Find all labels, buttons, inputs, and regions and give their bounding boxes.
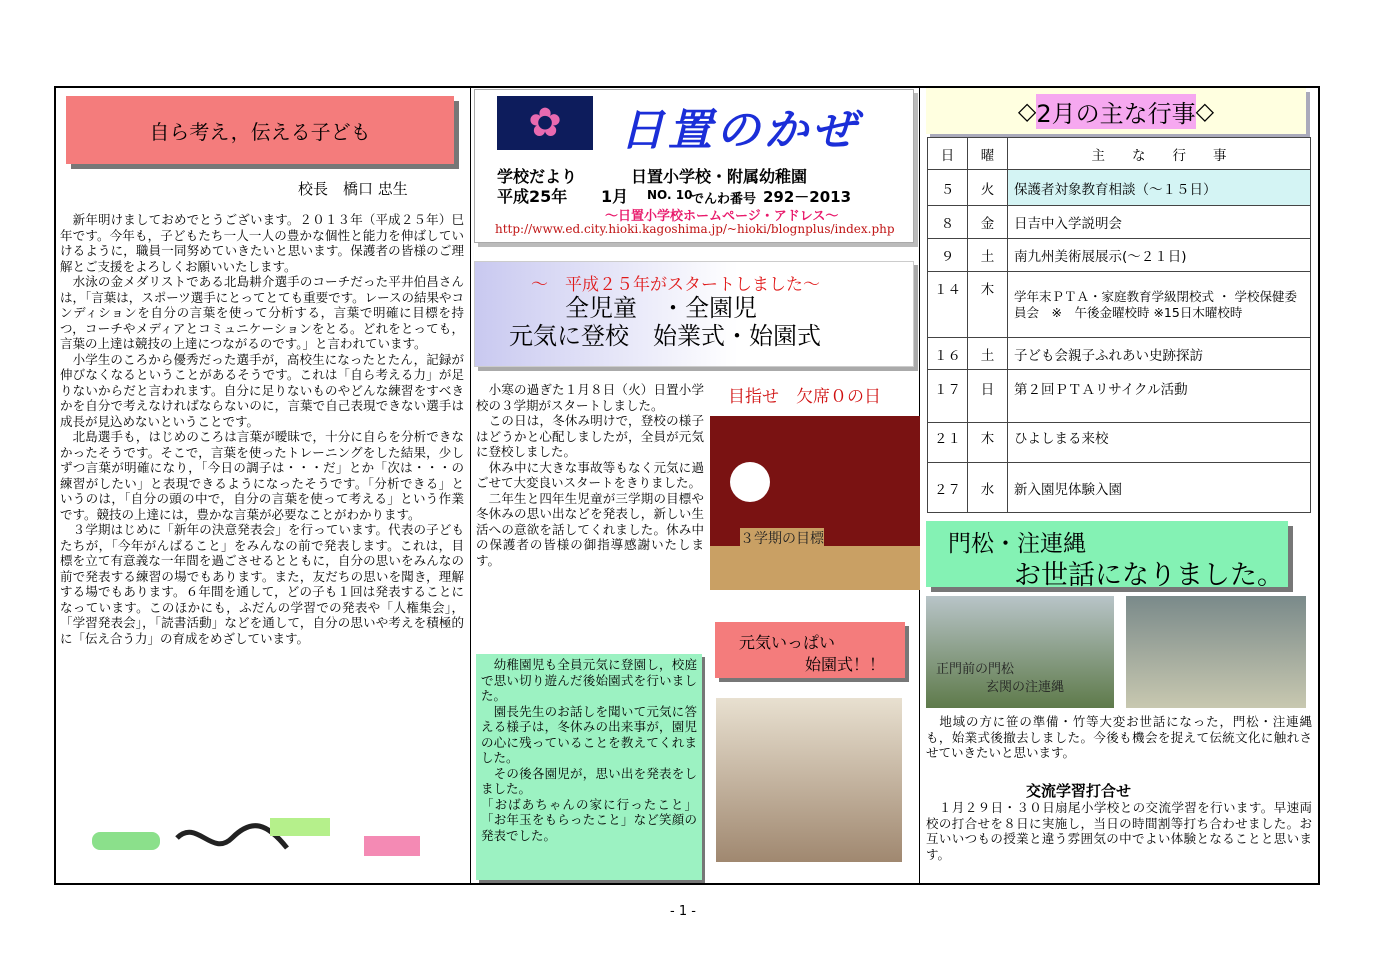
exchange-title: 交流学習打合せ <box>1026 782 1132 800</box>
event-weekday: 日 <box>968 370 1008 423</box>
paragraph: ３学期はじめに「新年の決意発表会」を行っています。代表の子どもたちが，「今年がんばること」をみんなの前で発表します。これは，目標を立て有意義な一年間を過ごさせるとともに，自分の思いをみんなの前で発表する練習の場でもあります。また，友だちの思いを聞き，理解する場でもあります。６年間を通して，どの子も１回は発表することになっています。このほかにも，ふだんの学習での発表や「人権集会」，「学習発表会」，「読書活動」などを通して，自分の思いや考えを積極的に「伝え合う力」の育成をめざしています。 <box>60 522 464 646</box>
issue-number: NO. 10 <box>647 188 693 202</box>
paragraph: 園長先生のお話しを聞いて元気に答える様子は，冬休みの出来事が，園児の心に残っていることを教えてくれました。 <box>481 703 697 765</box>
banner-text: 始園式！！ <box>805 655 886 674</box>
event-day: ９ <box>928 239 968 272</box>
event-day: １４ <box>928 272 968 338</box>
diamond-icon: ◇ <box>1017 97 1037 125</box>
events-title: 2月の主な行事 <box>1036 94 1195 129</box>
event-day: １７ <box>928 370 968 423</box>
paragraph: 北島選手も，はじめのころは言葉が曖昧で，十分に自らを分析できなかったそうです。そこで，言葉を使ったトレーニングをした結果，少しずつ言葉が明確になり，「今日の調子は・・・だ」とか「次は・・・の練習がしたい」と表現できるようになったそうです。「分析できる」というのは，「自分の頭の中で，自分の言葉を使って考える」という作業です。競技の上達には，豊かな言葉が必要なことがわかります。 <box>60 429 464 522</box>
principal-message <box>60 212 464 646</box>
paragraph: 小寒の過ぎた１月８日（火）日置小学校の３学期がスタートしました。 <box>476 382 704 413</box>
decoration-clipart <box>270 818 330 836</box>
table-row <box>928 239 1311 272</box>
event-day: ２１ <box>928 423 968 463</box>
homepage-url[interactable]: http://www.ed.city.hioki.kagoshima.jp/~hioki/blognplus/index.php <box>495 222 895 236</box>
table-row <box>928 206 1311 239</box>
masthead <box>474 89 914 243</box>
newsletter-type: 学校だより <box>497 167 578 186</box>
semester-article <box>476 382 704 568</box>
table-row <box>928 370 1311 423</box>
event-day: １６ <box>928 338 968 370</box>
decoration-clipart <box>364 836 420 856</box>
paragraph: 休み中に大きな事故等もなく元気に過ごせて大変良いスタートをきりました。 <box>476 459 704 490</box>
event-weekday: 土 <box>968 239 1008 272</box>
phone-label: でんわ番号 <box>691 192 757 207</box>
shimenawa-photo <box>1126 596 1306 708</box>
photo-caption: ３学期の目標 <box>740 528 824 548</box>
homepage-label: ～日置小学校ホームページ・アドレス～ <box>605 209 839 224</box>
newsletter-title: 日置のかぜ <box>620 105 860 156</box>
phone-number: 292－2013 <box>763 188 852 206</box>
event-name: 新入園児体験入園 <box>1008 463 1311 513</box>
ceremony-photo <box>710 416 920 590</box>
event-name: 第２回ＰＴＡリサイクル活動 <box>1008 370 1311 423</box>
photo-caption: 玄関の注連縄 <box>986 680 1065 695</box>
principal-name: 校長 橋口 忠生 <box>298 180 408 198</box>
table-row <box>928 463 1311 513</box>
table-row <box>928 170 1311 206</box>
column-header: 日 <box>928 138 968 170</box>
page-number: - 1 - <box>670 904 696 919</box>
kadomatsu-text: 地域の方に笹の準備・竹等大変お世話になった，門松・注連縄も，始業式後撤去しました。今後も機会を捉えて伝統文化に触れさせていきたいと思います。 <box>926 714 1312 760</box>
event-day: ２７ <box>928 463 968 513</box>
emblem-glyph: ✿ <box>528 100 562 146</box>
kindergarten-banner <box>715 622 905 678</box>
kadomatsu-photo <box>926 596 1114 708</box>
issue-year: 平成25年 <box>497 187 568 206</box>
banner-text: 門松・注連縄 <box>948 531 1086 557</box>
issue-month: 1月 <box>601 187 629 206</box>
event-name: 日吉中入学説明会 <box>1008 206 1311 239</box>
event-weekday: 木 <box>968 423 1008 463</box>
emblem-icon <box>730 462 770 502</box>
event-name: 南九州美術展展示(～２１日) <box>1008 239 1311 272</box>
table-header-row <box>928 138 1311 170</box>
events-heading <box>926 88 1306 134</box>
photo-caption: 正門前の門松 <box>936 662 1015 677</box>
table-row <box>928 272 1311 338</box>
paragraph: 「おばあちゃんの家に行ったこと」「お年玉をもらったこと」など笑顔の発表でした。 <box>481 796 697 843</box>
decoration-clipart <box>92 832 160 850</box>
events-table <box>927 137 1311 513</box>
paragraph: 新年明けましておめでとうございます。２０１３年（平成２５年）巳年です。今年も，子どもたち一人一人の豊かな個性と能力を伸ばしていけるように，職員一同努めていきたいと思います。保護者の皆様のご理解とご支援をよろしくお願いいたします。 <box>60 212 464 274</box>
banner-text: お世話になりました。 <box>1014 560 1284 591</box>
table-row <box>928 338 1311 370</box>
start-banner <box>474 261 914 367</box>
paragraph: この日は，冬休み明けで，登校の様子はどうかと心配しましたが，全員が元気に登校しました。 <box>476 413 704 459</box>
event-name: 子ども会親子ふれあい史跡探訪 <box>1008 338 1311 370</box>
column-header: 曜 <box>968 138 1008 170</box>
event-day: ５ <box>928 170 968 206</box>
paragraph: 水泳の金メダリストである北島耕介選手のコーチだった平井伯昌さんは，「言葉は，スポーツ選手にとってとても重要です。レースの結果やコンディションを自分の言葉を使って分析する，言葉で明確に目標を持つ，コーチやメディアとコミュニケーションをとる。どれをとっても，言葉の上達は競技の上達につながるのです。」と言われています。 <box>60 274 464 351</box>
school-name: 日置小学校・附属幼稚園 <box>631 167 808 186</box>
stage-floor <box>710 546 920 590</box>
start-headline: 元気に登校 始業式・始園式 <box>509 322 821 350</box>
event-weekday: 木 <box>968 272 1008 338</box>
table-row <box>928 423 1311 463</box>
event-weekday: 水 <box>968 463 1008 513</box>
goal-title: 目指せ 欠席０の日 <box>728 387 881 407</box>
theme-title: 自ら考え，伝える子ども <box>149 119 371 144</box>
paragraph: その後各園児が，思い出を発表をしました。 <box>481 765 697 796</box>
school-emblem-icon <box>497 96 593 150</box>
event-day: ８ <box>928 206 968 239</box>
column-header: 主 な 行 事 <box>1008 138 1311 170</box>
event-name: ひよしまる来校 <box>1008 423 1311 463</box>
event-name: 保護者対象教育相談（～１５日） <box>1008 170 1311 206</box>
kadomatsu-banner <box>926 521 1288 591</box>
banner-text: 元気いっぱい <box>739 633 836 652</box>
event-name: 学年末ＰＴＡ・家庭教育学級閉校式 ・ 学校保健委員会 ※ 午後金曜校時 ※15日木曜校時 <box>1008 272 1311 338</box>
diamond-icon: ◇ <box>1195 97 1215 125</box>
column-divider <box>470 86 471 885</box>
paragraph: 二年生と四年生児童が三学期の目標や冬休みの思い出などを発表し，新しい生活への意欲を話してくれました。休み中の保護者の皆様の御指導感謝いたします。 <box>476 490 704 568</box>
kindergarten-photo <box>716 698 902 862</box>
kindergarten-article <box>476 654 702 880</box>
event-weekday: 火 <box>968 170 1008 206</box>
paragraph: 幼稚園児も全員元気に登園し，校庭で思い切り遊んだ後始園式を行いました。 <box>481 657 697 703</box>
event-weekday: 土 <box>968 338 1008 370</box>
event-weekday: 金 <box>968 206 1008 239</box>
start-headline: 全児童 ・全園児 <box>565 294 757 322</box>
exchange-text: １月２９日・３０日扇尾小学校との交流学習を行います。早速両校の打合せを８日に実施し，当日の時間割等打ち合わせました。お互いいつもの授業と違う雰囲気の中でよい体験となることと思います。 <box>926 800 1312 862</box>
paragraph: 小学生のころから優秀だった選手が，高校生になったとたん，記録が伸びなくなるということがあるそうです。これは「自ら考える力」が足りないからだと言われます。自分に足りないものやどんな練習をすべきかを自分で考えなければならないのに，言葉で自己表現できない選手は成長が見込めないということです。 <box>60 351 464 429</box>
start-subtitle: ～ 平成２５年がスタートしました～ <box>531 275 820 295</box>
theme-banner <box>66 96 454 164</box>
